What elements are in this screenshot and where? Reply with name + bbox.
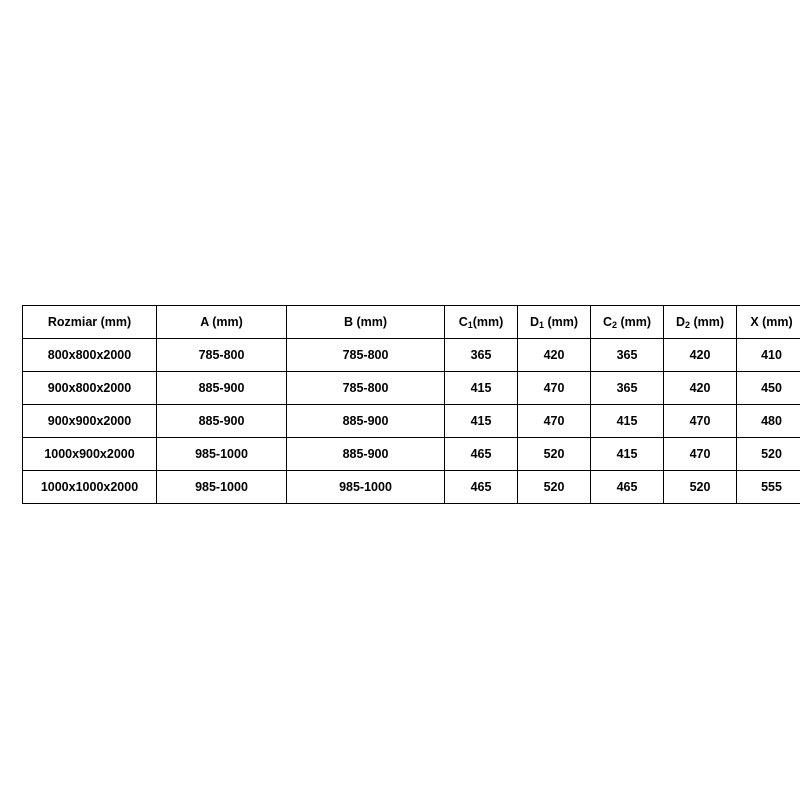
column-header-d2-unit: (mm) [690, 315, 725, 329]
cell-c1: 465 [445, 438, 518, 471]
cell-x: 480 [737, 405, 800, 438]
cell-b: 885-900 [287, 405, 445, 438]
cell-c1: 415 [445, 372, 518, 405]
cell-d2: 420 [664, 372, 737, 405]
table-row [23, 438, 800, 471]
specification-table-container [22, 305, 793, 504]
column-header-c2-unit: (mm) [617, 315, 652, 329]
table-header-row [23, 306, 800, 339]
table-row [23, 339, 800, 372]
cell-b: 985-1000 [287, 471, 445, 504]
cell-d1: 420 [518, 339, 591, 372]
cell-x: 555 [737, 471, 800, 504]
cell-b: 885-900 [287, 438, 445, 471]
cell-size: 1000x900x2000 [23, 438, 157, 471]
cell-c1: 365 [445, 339, 518, 372]
column-header-c2-subscript: 2 [611, 320, 617, 330]
column-header-c1-base: C [458, 315, 468, 329]
cell-a: 885-900 [157, 405, 287, 438]
specification-table [22, 305, 800, 504]
cell-c2: 415 [591, 438, 664, 471]
cell-c1: 465 [445, 471, 518, 504]
column-header-d2-base: D [675, 315, 685, 329]
cell-d2: 520 [664, 471, 737, 504]
cell-b: 785-800 [287, 372, 445, 405]
cell-d2: 470 [664, 438, 737, 471]
cell-b: 785-800 [287, 339, 445, 372]
cell-c1: 415 [445, 405, 518, 438]
cell-size: 900x900x2000 [23, 405, 157, 438]
column-header-d1 [518, 306, 591, 339]
cell-d1: 470 [518, 405, 591, 438]
cell-c2: 365 [591, 339, 664, 372]
cell-d1: 520 [518, 471, 591, 504]
column-header-d1-unit: (mm) [544, 315, 579, 329]
cell-c2: 465 [591, 471, 664, 504]
cell-d2: 470 [664, 405, 737, 438]
column-header-x: X (mm) [737, 306, 800, 339]
cell-size: 900x800x2000 [23, 372, 157, 405]
column-header-c1 [445, 306, 518, 339]
cell-x: 520 [737, 438, 800, 471]
cell-size: 800x800x2000 [23, 339, 157, 372]
table-header [23, 306, 800, 339]
cell-x: 410 [737, 339, 800, 372]
column-header-b: B (mm) [287, 306, 445, 339]
cell-a: 885-900 [157, 372, 287, 405]
table-row [23, 405, 800, 438]
column-header-c2 [591, 306, 664, 339]
column-header-a: A (mm) [157, 306, 287, 339]
cell-d1: 470 [518, 372, 591, 405]
cell-a: 985-1000 [157, 438, 287, 471]
cell-c2: 365 [591, 372, 664, 405]
column-header-d1-subscript: 1 [538, 320, 544, 330]
cell-size: 1000x1000x2000 [23, 471, 157, 504]
column-header-c1-unit: (mm) [472, 315, 504, 329]
table-row [23, 471, 800, 504]
table-body [23, 339, 800, 504]
cell-a: 785-800 [157, 339, 287, 372]
table-row [23, 372, 800, 405]
column-header-d2-subscript: 2 [684, 320, 690, 330]
column-header-size: Rozmiar (mm) [23, 306, 157, 339]
column-header-d2 [664, 306, 737, 339]
column-header-d1-base: D [529, 315, 539, 329]
cell-d1: 520 [518, 438, 591, 471]
column-header-c1-subscript: 1 [467, 320, 473, 330]
cell-c2: 415 [591, 405, 664, 438]
cell-d2: 420 [664, 339, 737, 372]
cell-a: 985-1000 [157, 471, 287, 504]
column-header-c2-base: C [602, 315, 612, 329]
cell-x: 450 [737, 372, 800, 405]
